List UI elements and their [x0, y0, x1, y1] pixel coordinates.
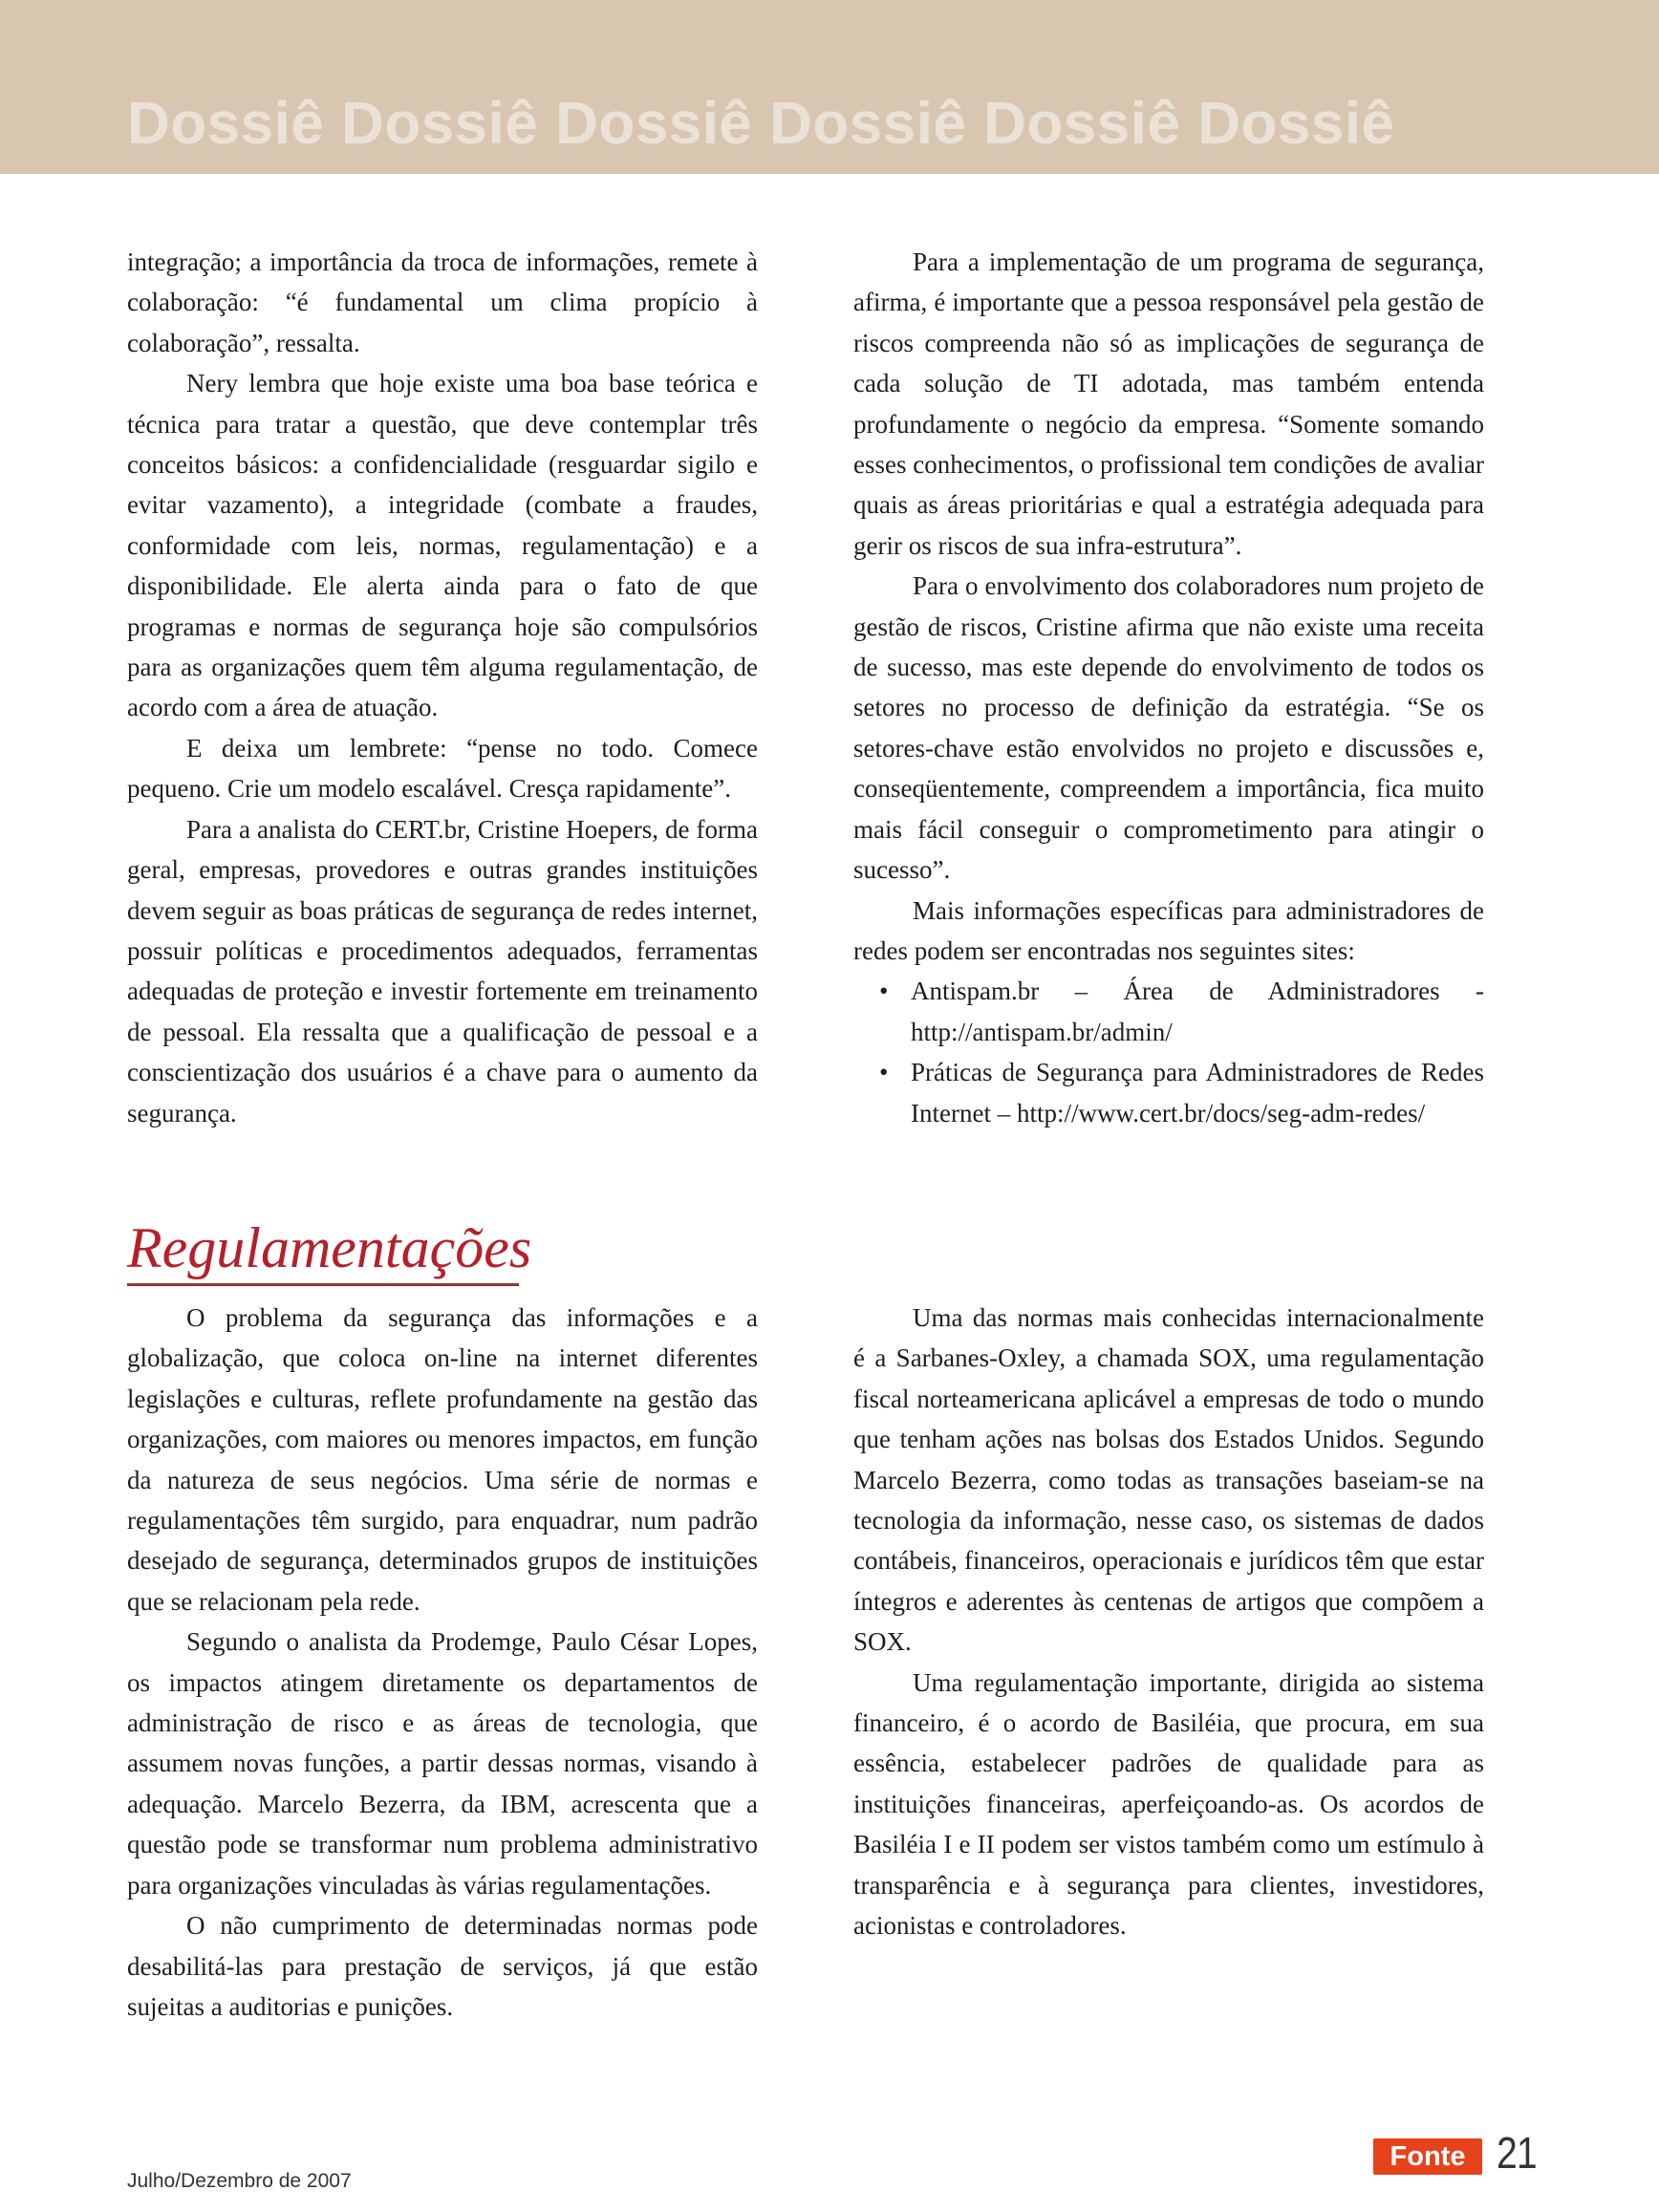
links-list [853, 971, 1484, 1133]
link-text: Antispam.br – Área de Administradores - http://antispam.br/admin/ [911, 977, 1484, 1046]
column-top-right [853, 242, 1484, 1133]
column-top-left [127, 242, 758, 1133]
paragraph: Para a analista do CERT.br, Cristine Hoepers, de forma geral, empresas, provedores e outras grandes instituições devem seguir as boas práticas de segurança de redes internet, possuir políticas e procedimentos adequados, ferramentas adequadas de proteção e investir fortemente em treinamento de pessoal. Ela ressalta que a qualificação de pessoal e a conscientização dos usuários é a chave para o aumento da segurança. [127, 814, 758, 1127]
issue-date: Julho/Dezembro de 2007 [127, 2170, 352, 2192]
paragraph: Uma regulamentação importante, dirigida ao sistema financeiro, é o acordo de Basiléia, que procura, em sua essência, estabelecer padrões de qualidade para as instituições financeiras, aperfeiçoando-as. Os acordos de Basiléia I e II podem ser vistos também como um estímulo à transparência e à segurança para clientes, investidores, acionistas e controladores. [853, 1667, 1484, 1941]
column-bottom-left [127, 1298, 758, 2027]
paragraph: Para o envolvimento dos colaboradores num projeto de gestão de riscos, Cristine afirma que não existe uma receita de sucesso, mas este depende do envolvimento de todos os setores no processo de definição da estratégia. “Se os setores-chave estão envolvidos no projeto e discussões e, conseqüentemente, compreendem a importância, fica muito mais fácil conseguir o comprometimento para atingir o sucesso”. [853, 571, 1484, 885]
list-item [879, 971, 1484, 1052]
paragraph: Nery lembra que hoje existe uma boa base teórica e técnica para tratar a questão, que deve contemplar três conceitos básicos: a confidencialidade (resguardar sigilo e evitar vazamento), a integridade (combate a fraudes, conformidade com leis, normas, regulamentação) e a disponibilidade. Ele alerta ainda para o fato de que programas e normas de segurança hoje são compulsórios para as organizações quem têm alguma regulamentação, de acordo com a área de atuação. [127, 369, 758, 722]
paragraph: Uma das normas mais conhecidas internacionalmente é a Sarbanes-Oxley, a chamada SOX, uma regulamentação fiscal norteamericana aplicável a empresas de todo o mundo que tenham ações nas bolsas dos Estados Unidos. Segundo Marcelo Bezerra, como todas as transações baseiam-se na tecnologia da informação, nesse caso, os sistemas de dados contábeis, financeiros, operacionais e jurídicos têm que estar íntegros e aderentes às centenas de artigos que compõem a SOX. [853, 1303, 1484, 1657]
bullet-icon: • [879, 1058, 889, 1087]
link-text: Práticas de Segurança para Administradores de Redes Internet – http://www.cert.br/docs/seg-adm-redes/ [911, 1058, 1484, 1127]
paragraph: Segundo o analista da Prodemge, Paulo César Lopes, os impactos atingem diretamente os departamentos de administração de risco e as áreas de tecnologia, que assumem novas funções, a partir dessas normas, visando à adequação. Marcelo Bezerra, da IBM, acrescenta que a questão pode se transformar num problema administrativo para organizações vinculadas às várias regulamentações. [127, 1627, 758, 1900]
column-bottom-right [853, 1298, 1484, 1946]
section-title: Dossiê Dossiê Dossiê Dossiê Dossiê Dossiê [127, 91, 1395, 157]
paragraph: integração; a importância da troca de informações, remete à colaboração: “é fundamental um clima propício à colaboração”, ressalta. [127, 247, 758, 357]
logo-text: Fonte [1390, 2141, 1466, 2172]
paragraph: Para a implementação de um programa de segurança, afirma, é importante que a pessoa responsável pela gestão de riscos compreenda não só as implicações de segurança de cada solução de TI adotada, mas também entenda profundamente o negócio da empresa. “Somente somando esses conhecimentos, o profissional tem condições de avaliar quais as áreas prioritárias e qual a estratégia adequada para gerir os riscos de sua infra-estrutura”. [853, 247, 1484, 560]
page-number: 21 [1497, 2128, 1537, 2178]
magazine-logo [1373, 2138, 1482, 2175]
paragraph: O não cumprimento de determinadas normas pode desabilitá-las para prestação de serviços, já que estão sujeitas a auditorias e punições. [127, 1911, 758, 2021]
paragraph: E deixa um lembrete: “pense no todo. Comece pequeno. Crie um modelo escalável. Cresça rapidamente”. [127, 733, 758, 804]
bullet-icon: • [879, 977, 889, 1006]
heading-underline [127, 1283, 519, 1286]
section-heading: Regulamentações [127, 1216, 532, 1279]
paragraph: O problema da segurança das informações e a globalização, que coloca on-line na internet diferentes legislações e culturas, reflete profundamente na gestão das organizações, com maiores ou menores impactos, em função da natureza de seus negócios. Uma série de normas e regulamentações têm surgido, para enquadrar, num padrão desejado de segurança, determinados grupos de instituições que se relacionam pela rede. [127, 1303, 758, 1616]
list-item [879, 1052, 1484, 1133]
paragraph: Mais informações específicas para administradores de redes podem ser encontradas nos seguintes sites: [853, 895, 1484, 965]
